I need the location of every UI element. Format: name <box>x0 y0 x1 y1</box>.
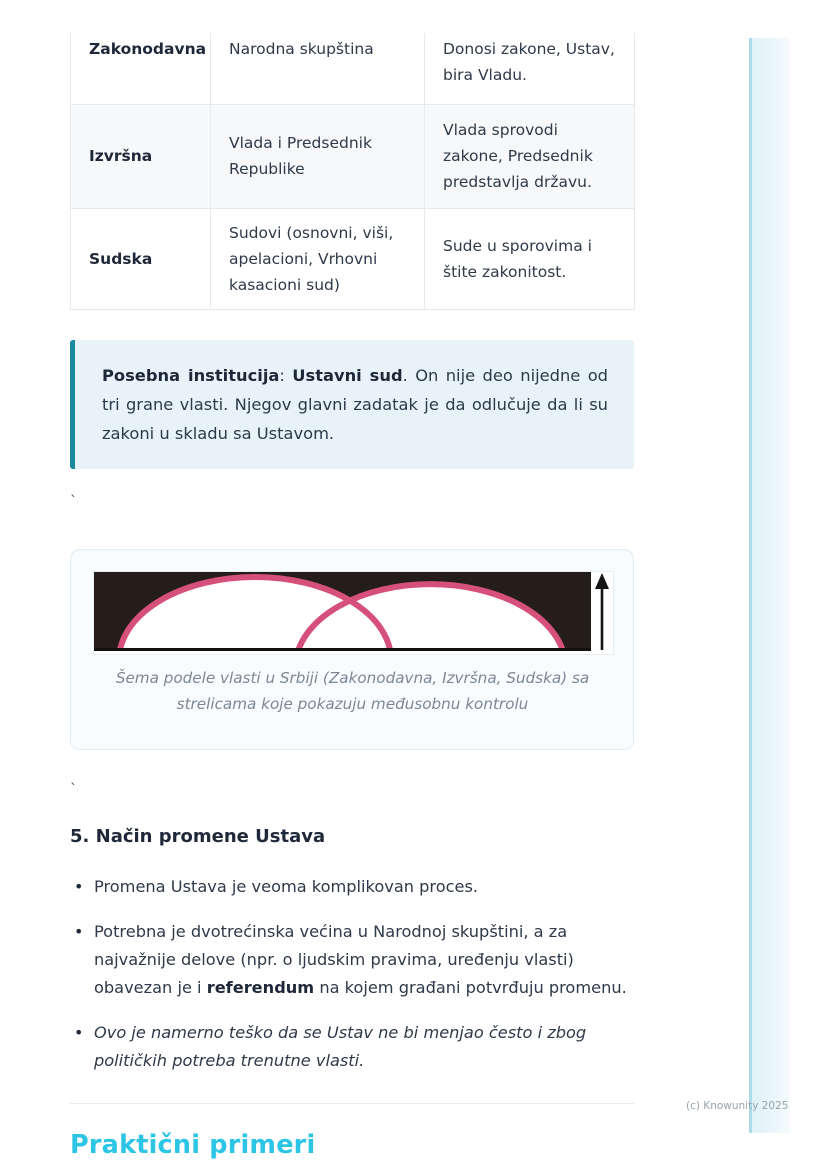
table-row <box>71 208 635 309</box>
callout-note <box>70 340 634 469</box>
bullet-text: Ovo je namerno teško da se Ustav ne bi menjao često i zbog političkih potreba trenutne vlasti. <box>94 1022 587 1070</box>
table-cell-holder: Sudovi (osnovni, viši, apelacioni, Vrhovni kasacioni sud) <box>211 208 425 309</box>
scrollbar-track[interactable] <box>749 38 790 1133</box>
callout-body: . On nije deo nijedne od tri grane vlasti. Njegov glavni zadatak je da odlučuje da li su zakoni u skladu sa Ustavom. <box>102 365 609 443</box>
up-arrow-icon <box>595 573 609 650</box>
table-cell-role: Donosi zakone, Ustav, bira Vladu. <box>425 33 635 104</box>
table-cell-branch: Izvršna <box>71 104 211 208</box>
separation-of-powers-diagram <box>94 572 613 654</box>
figure-image <box>94 572 613 654</box>
callout-colon: : <box>279 365 293 385</box>
table-cell-branch: Zakonodavna <box>71 33 211 104</box>
table-cell-role: Sude u sporovima i štite zakonitost. <box>425 208 635 309</box>
table-cell-holder: Narodna skupština <box>211 33 425 104</box>
document-content <box>70 0 634 1160</box>
stray-backtick: ` <box>70 493 77 510</box>
callout-text <box>102 361 608 448</box>
list-item <box>70 1019 634 1075</box>
bullet-list <box>70 873 634 1075</box>
figure-caption: Šema podele vlasti u Srbiji (Zakonodavna, Izvršna, Sudska) sa strelicama koje pokazuju međusobnu kontrolu <box>115 668 590 713</box>
section-divider <box>70 1103 634 1104</box>
copyright-note: (c) Knowunity 2025 <box>686 1100 789 1112</box>
bullet-text: Potrebna je dvotrećinska većina u Narodnoj skupštini, a za najvažnije delove (npr. o ljudskim pravima, uređenju vlasti) obavezan je i <box>94 921 574 997</box>
page-subtitle: Praktični primeri <box>70 1129 316 1160</box>
callout-bold-term: Ustavni sud <box>292 365 403 385</box>
table-cell-holder: Vlada i Predsednik Republike <box>211 104 425 208</box>
table-row <box>71 104 635 208</box>
table-cell-role: Vlada sprovodi zakone, Predsednik predstavlja državu. <box>425 104 635 208</box>
branches-of-power-table <box>70 33 635 310</box>
table-row <box>71 33 635 104</box>
table-cell-branch: Sudska <box>71 208 211 309</box>
figure-card <box>70 549 634 750</box>
list-item <box>70 918 634 1002</box>
list-item <box>70 873 634 901</box>
section-heading: 5. Način promene Ustava <box>70 825 326 847</box>
bullet-text: na kojem građani potvrđuju promenu. <box>314 977 627 997</box>
bullet-bold-term: referendum <box>206 977 315 997</box>
bullet-text: Promena Ustava je veoma komplikovan proces. <box>94 876 479 896</box>
callout-bold-lead: Posebna institucija <box>102 365 280 385</box>
stray-backtick: ` <box>70 781 77 798</box>
